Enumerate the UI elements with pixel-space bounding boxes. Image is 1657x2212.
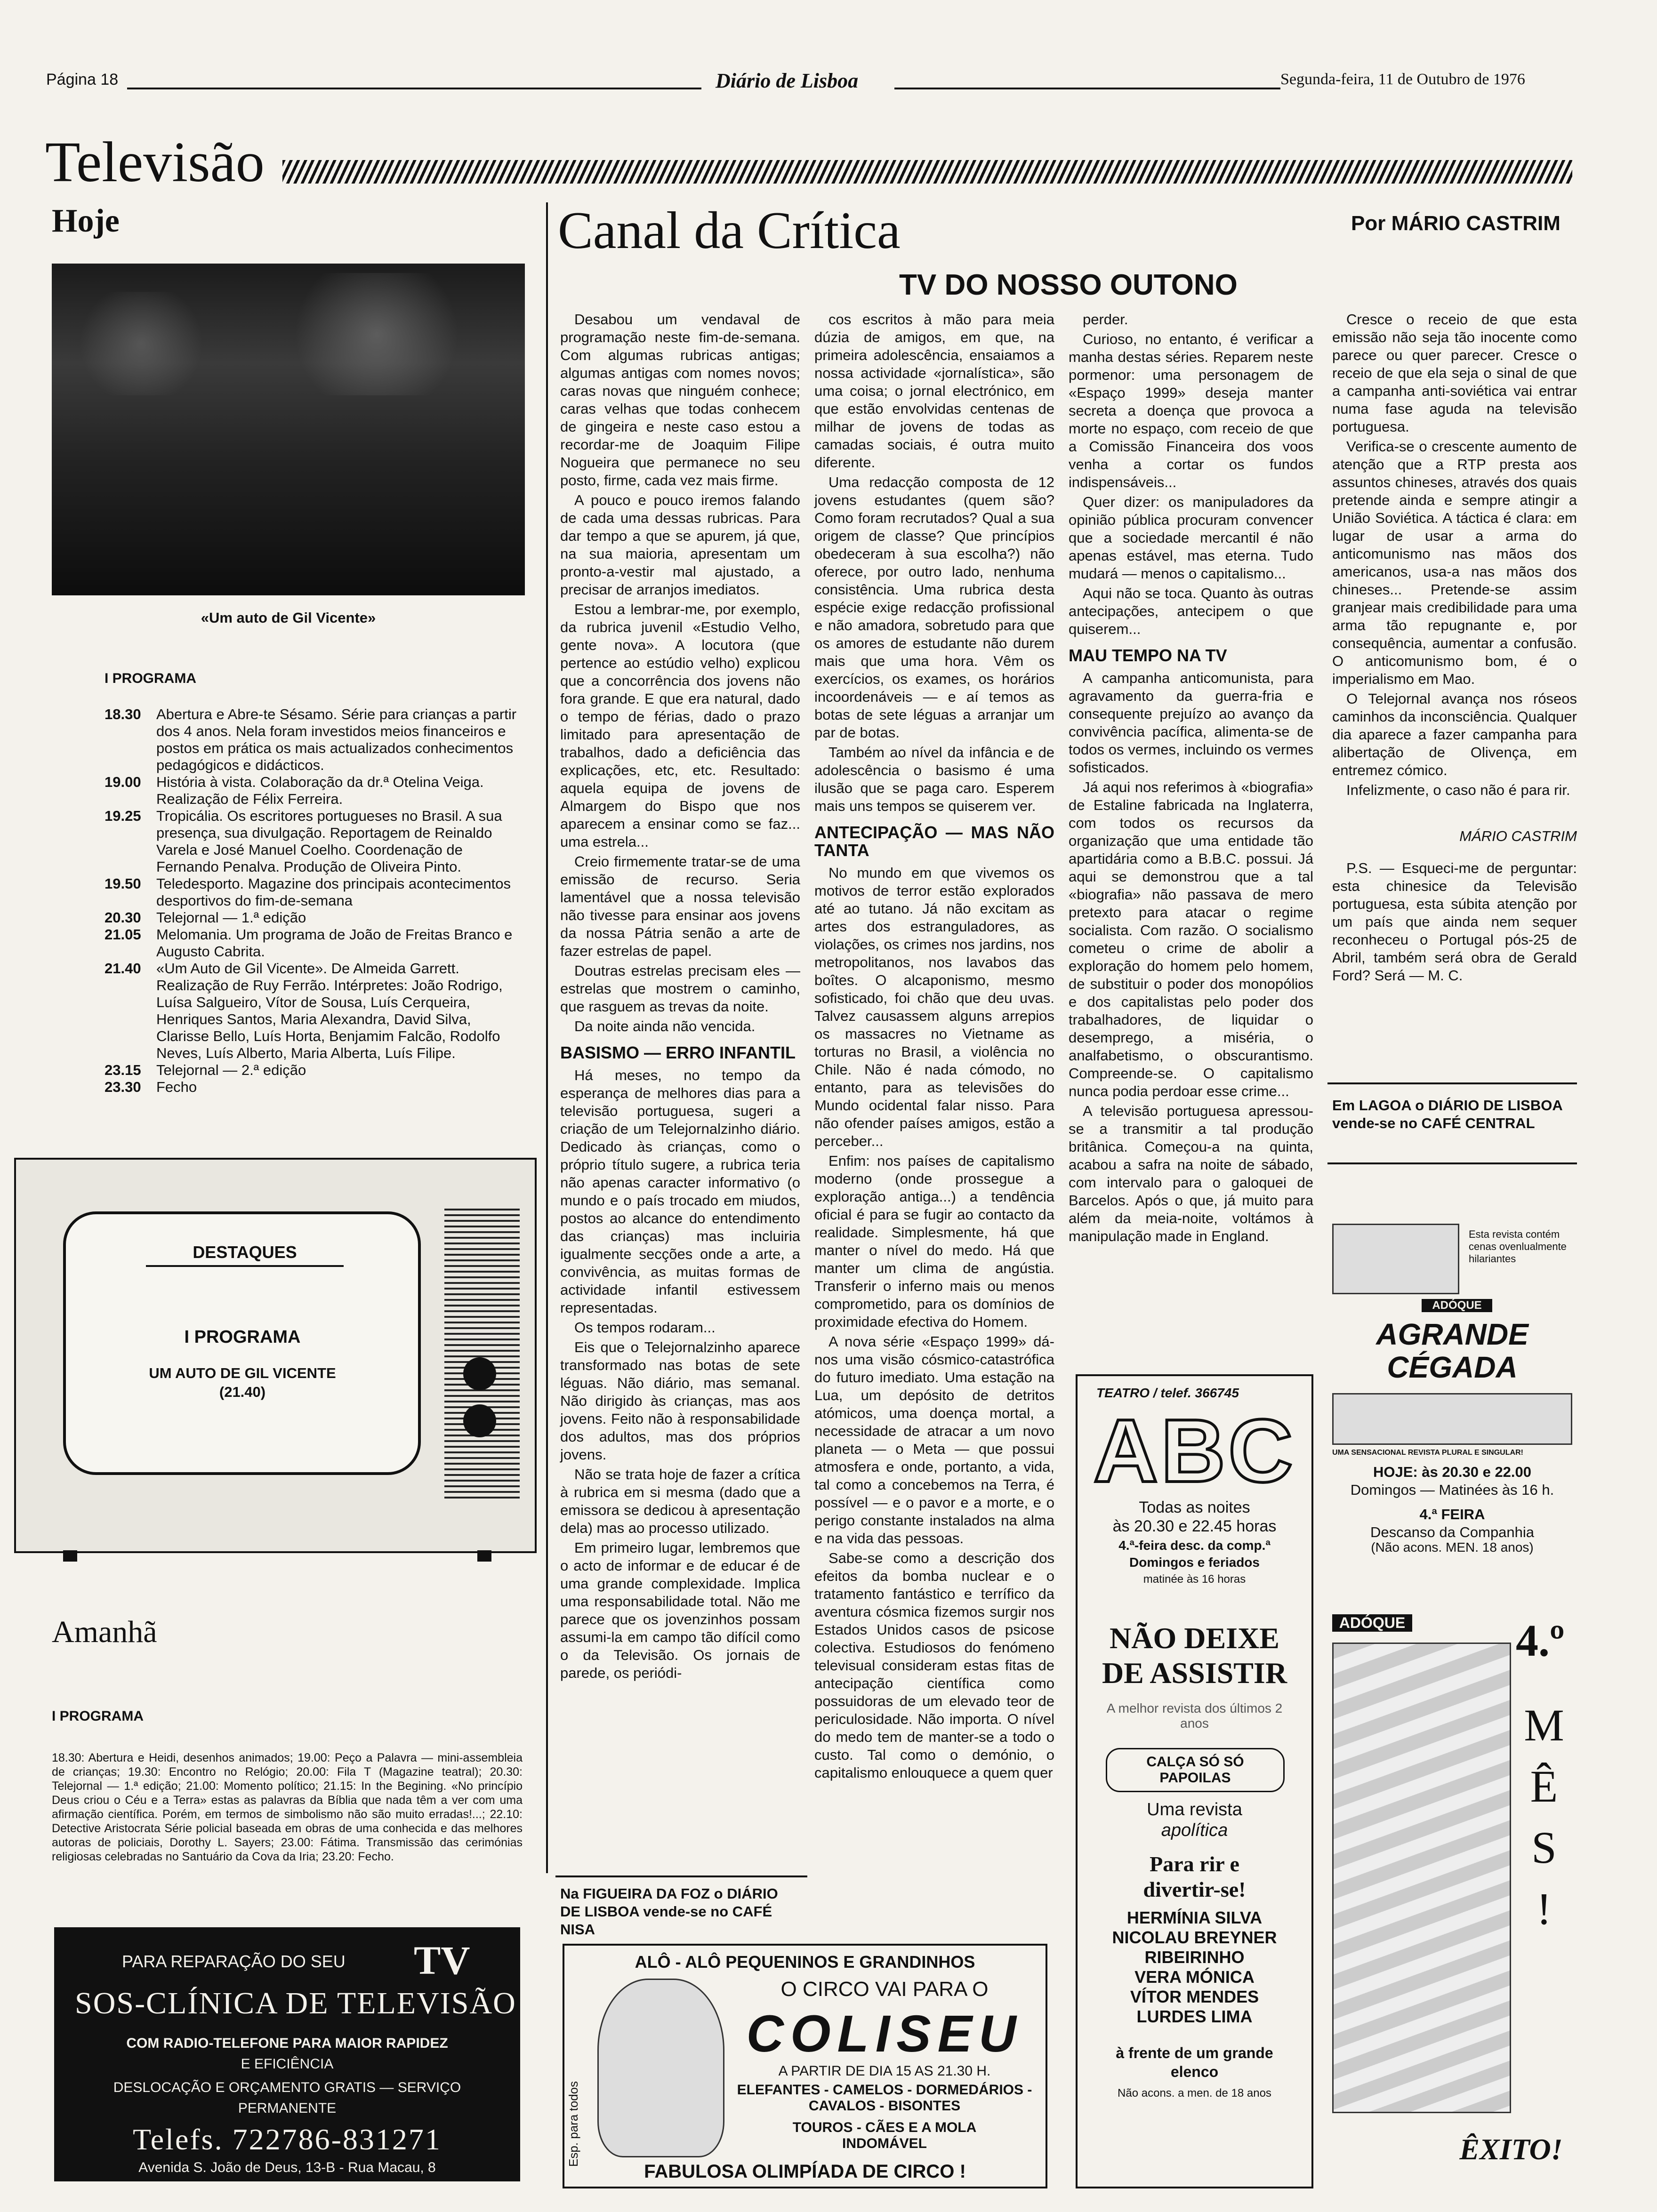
schedule-time: 19.25: [105, 808, 141, 824]
abc-line2: às 20.30 e 22.45 horas: [1112, 1517, 1277, 1535]
cegada-line2: Domingos — Matinées às 16 h.: [1350, 1482, 1554, 1498]
paragraph: No mundo em que vivemos os motivos de terror estão explorados até ao tutano. Já não excitam as artes dos estranguladores, as violações, os crimes nos jardins, nos metropolitanos, nos lavabos das boîtes. O alcaponismo, mesmo sofisticado, foi chão que deu uvas. Talvez causassem alguns arrepios os massacres no Vietname as torturas no Brasil, a violência no Chile. Não é nada cómodo, no entanto, para as televisões do Mundo ocidental falar nisso. Para não ofender países amigos, estão a perceber...: [814, 865, 1054, 1149]
abc-line11: à frente de um grande: [1116, 2044, 1273, 2061]
tv-set-illustration: [14, 1158, 537, 1553]
abc-slogan2: DE ASSISTIR: [1102, 1656, 1287, 1690]
paragraph: Doutras estrelas precisam eles — estrelas que mostrem o caminho, que rasguem as trevas da noite.: [560, 962, 800, 1015]
circus-line2: O CIRCO VAI PARA O: [780, 1978, 989, 2001]
paragraph: A nova série «Espaço 1999» dá-nos uma visão cósmico-catastrófica do futuro imediato. Uma estação na Lua, um depósito de detritos atómicos, uma doença mortal, a necessidade de atracar a um novo planeta — o Meta — que possui atmosfera e onde, portanto, a vida, tal como a concebemos na Terra, é possível — e o pavor e a morte, e o perigo constante instalados na alma e na vida das pessoas.: [814, 1333, 1054, 1547]
newspaper-name: Diário de Lisboa: [716, 69, 859, 92]
column-divider: [546, 202, 548, 1873]
paragraph: Infelizmente, o caso não é para rir.: [1346, 782, 1570, 798]
schedule-text: Telejornal — 1.ª edição: [156, 909, 306, 926]
paragraph: Curioso, no entanto, é verificar a manha destas séries. Reparem neste pormenor: uma personagem de «Espaço 1999» deseja manter secreta a doença que provoca a morte no espaço, com receio de que a Comissão Financeira dos voos venha a cortar os fundos indispensáveis...: [1069, 331, 1313, 490]
sos-line2: COM RADIO-TELEFONE PARA MAIOR RAPIDEZ: [126, 2036, 448, 2051]
tomorrow-heading: Amanhã: [52, 1615, 157, 1649]
abc-slogan1: NÃO DEIXE: [1110, 1621, 1279, 1655]
cartoon-illustration: [1332, 1224, 1459, 1294]
section-title: Televisão: [45, 130, 265, 194]
schedule-text: Tropicália. Os escritores portugueses no Brasil. A sua presença, sua divulgação. Reportagem de Reinaldo Varela e José Manuel Coelho. Coordenação de Fernando Penalva. Produção de Oliveira Pinto.: [156, 808, 502, 875]
paragraph: Em primeiro lugar, lembremos que o acto de informar e de educar é de uma grande complexidade. Implica uma responsabilidade total. Não me parece que os jovenzinhos possam assumi-la em campo tão difícil como o da Televisão. Os jornais de parede, os periódi-: [560, 1539, 800, 1681]
schedule-time: 23.15: [105, 1062, 141, 1078]
paragraph: Os tempos rodaram...: [574, 1319, 716, 1336]
tv-control-panel: [444, 1207, 520, 1499]
photo-caption: «Um auto de Gil Vicente»: [201, 609, 376, 626]
abc-name: ABC: [1093, 1401, 1296, 1501]
abc-line1: Todas as noites: [1139, 1499, 1250, 1516]
tv-leg: [477, 1550, 491, 1562]
subheading: MAU TEMPO NA TV: [1069, 646, 1227, 665]
circus-line7: FABULOSA OLIMPÍADA DE CIRCO !: [644, 2161, 966, 2182]
sos-line3: E EFICIÊNCIA: [241, 2056, 334, 2072]
paragraph: Aqui não se toca. Quanto às outras antecipações, antecipem o que quiserem...: [1069, 585, 1313, 637]
cast-member: RIBEIRINHO: [1144, 1948, 1245, 1967]
cegada-brand: ADÓQUE: [1422, 1299, 1492, 1312]
tv-box-title: DESTAQUES: [146, 1242, 344, 1267]
circus-line6: INDOMÁVEL: [842, 2136, 927, 2151]
paragraph: Quer dizer: os manipuladores da opinião pública procuram convencer que a sociedade mercantil é não apenas estável, mas eterna. Tudo mudará — menos o capitalismo...: [1069, 494, 1313, 582]
paragraph: Enfim: nos países de capitalismo moderno (onde prossegue a exploração antiga...) a tendência oficial é para se fugir ao contacto da realidade. Simplesmente, há que manter o nível do medo. Há que manter um clima de angústia. Transferir o inferno mais ou menos comprometido, para os domínios de proximidade efectiva do Homem.: [814, 1153, 1054, 1330]
headline: TV DO NOSSO OUTONO: [899, 269, 1238, 301]
schedule-text: Teledesporto. Magazine dos principais acontecimentos desportivos do fim-de-semana: [156, 875, 511, 909]
abc-show-logo: CALÇA SÓ SÓ PAPOILAS: [1106, 1748, 1285, 1792]
abc-line12: elenco: [1170, 2063, 1219, 2080]
circus-line5: TOUROS - CÃES E A MOLA: [792, 2120, 977, 2135]
paragraph: Estou a lembrar-me, por exemplo, da rubrica juvenil «Estudio Velho, gente nova». A locutora (que pertence ao estúdio velho) explicou que a concorrência dos jovens não fora grande. E que era natural, dado o tempo de férias, dado o prazo limitado para apresentação de trabalhos, dado a deficiência das explicações, etc, etc. Resultado: aquela equipa de jovens de Almargem do Bispo que nos aparecem a ensinar como se faz... uma estrela...: [560, 601, 800, 850]
cast-member: LURDES LIMA: [1136, 2007, 1253, 2026]
adoque-letter: M: [1524, 1700, 1564, 1750]
abc-line13: Não acons. a men. de 18 anos: [1118, 2087, 1271, 2100]
schedule-text: «Um Auto de Gil Vicente». De Almeida Garrett. Realização de Ruy Ferrão. Intérpretes: João Rodrigo, Luísa Salgueiro, Vítor de Sousa, Luís Cerqueira, Henriques Santos, Maria Alexandra, David Silva, Clarisse Bello, Luís Horta, Benjamim Falcão, Rodolfo Neves, Luís Alberto, Maria Alberta, Luís Filipe.: [156, 960, 503, 1061]
circus-line1: ALÔ - ALÔ PEQUENINOS E GRANDINHOS: [635, 1952, 975, 1972]
issue-date: Segunda-feira, 11 de Outubro de 1976: [1280, 71, 1525, 88]
tv-knob: [463, 1357, 496, 1390]
abc-line6: A melhor revista dos últimos 2 anos: [1106, 1701, 1283, 1731]
masthead-rule-left: [127, 88, 701, 89]
program-label-tomorrow: I PROGRAMA: [52, 1708, 144, 1724]
cegada-line5: (Não acons. MEN. 18 anos): [1371, 1540, 1534, 1555]
abc-line5: matinée às 16 horas: [1143, 1573, 1246, 1586]
cast-member: NICOLAU BREYNER: [1112, 1928, 1277, 1947]
schedule-text: História à vista. Colaboração da dr.ª Otelina Veiga. Realização de Félix Ferreira.: [156, 774, 484, 807]
cast-member: VÍTOR MENDES: [1130, 1987, 1259, 2006]
paragraph: Eis que o Telejornalzinho aparece transformado nas botas de sete léguas. Não diário, mas semanal. Não dirigido às crianças, mas aos jovens. Feito não à responsabilidade dos adultos, mas dos próprios jovens.: [560, 1339, 800, 1463]
abc-line8: apolítica: [1161, 1820, 1228, 1840]
cast-member: HERMÍNIA SILVA: [1126, 1908, 1263, 1927]
paragraph: perder.: [1083, 311, 1128, 328]
adoque-letter: S: [1531, 1822, 1557, 1873]
cartoon-crowd: [1332, 1393, 1572, 1445]
schedule-time: 21.40: [105, 960, 141, 977]
paragraph: Verifica-se o crescente aumento de atenção que a RTP presta aos assuntos chineses, através dos quais pretende ainda e sempre atingir a União Soviética. A táctica é clara: em lugar de usar a arma do anticomunismo nas mãos dos americanos, usa-a nas mãos dos chineses... Pretende-se assim granjear mais credibilidade para uma arma tão repugnante e, por consequência, aumentar a confusão. O anticomunismo bom, é o imperialismo em Mao.: [1332, 438, 1577, 687]
paragraph: cos escritos à mão para meia dúzia de amigos, em que, na primeira adolescência, ensaiamos a nossa actividade «jornalística», são uma coisa; o jornal electrónico, em que estão envolvidas centenas de milhar de jovens de todas as camadas sociais, é outra muito diferente.: [814, 311, 1054, 471]
tv-screen: [63, 1211, 421, 1475]
schedule-text: Abertura e Abre-te Sésamo. Série para crianças a partir dos 4 anos. Nela foram investidos meios financeiros e postos em prática os mais actualizados conhecimentos pedagógicos e didácticos.: [156, 706, 517, 773]
subheading: BASISMO — ERRO INFANTIL: [560, 1043, 796, 1062]
notice-lagoa: Em LAGOA o DIÁRIO DE LISBOA vende-se no CAFÉ CENTRAL: [1332, 1097, 1562, 1131]
circus-line4: ELEFANTES - CAMELOS - DORMEDÁRIOS - CAVALOS - BISONTES: [737, 2082, 1032, 2114]
schedule-time: 21.05: [105, 926, 141, 943]
schedule-text: Telejornal — 2.ª edição: [156, 1062, 306, 1078]
circus-ad: [563, 1944, 1047, 2188]
schedule-item: [105, 1079, 519, 1096]
article-column-3: [1069, 311, 1313, 1247]
schedule-text: Fecho: [156, 1079, 197, 1095]
circus-venue: COLISEU: [746, 2005, 1023, 2063]
paragraph: A pouco e pouco iremos falando de cada uma dessas rubricas. Para dar tempo a que se apurem, já que, na sua maioria, apresentam um pronto-a-vestir mal ajustado, a precisar de arranjos imediatos.: [560, 492, 800, 598]
abc-line4: Domingos e feriados: [1129, 1555, 1260, 1570]
paragraph: Também ao nível da infância e de adolescência o basismo é uma ilusão que se paga caro. Esperem mais uns tempos se quiserem ver.: [814, 744, 1054, 814]
abc-line10: divertir-se!: [1143, 1877, 1246, 1901]
abc-line7: Uma revista: [1147, 1800, 1242, 1819]
tv-box-program: I PROGRAMA: [184, 1327, 301, 1347]
today-heading: Hoje: [52, 203, 120, 239]
masthead-rule-right: [894, 88, 1280, 89]
cegada-line4: Descanso da Companhia: [1370, 1524, 1535, 1540]
sos-phone: Telefs. 722786-831271: [133, 2123, 442, 2156]
byline: Por MÁRIO CASTRIM: [1351, 212, 1560, 235]
paragraph: Há meses, no tempo da esperança de melhores dias para a televisão portuguesa, sugeri a criação de um Telejornalzinho diário. Dedicado às crianças, como o próprio título sugere, a rubrica teria não apenas caracter informativo (o mundo e o país trocado em miudos, postos ao alcance do entendimento das crianças) mas incluiria igualmente secções onde a arte, a convivência, as muitas formas de actividade infantil estivessem representadas.: [560, 1067, 800, 1316]
schedule-time: 19.50: [105, 875, 141, 892]
tv-box-highlight: UM AUTO DE GIL VICENTE: [149, 1365, 336, 1381]
postscript: P.S. — Esqueci-me de perguntar: esta chinesice da Televisão portuguesa, esta súbita atenção por um país que ainda nem sequer reconheceu o Portugal pós-25 de Abril, também será obra de Gerald Ford? Será — M. C.: [1332, 860, 1577, 984]
signature: MÁRIO CASTRIM: [1459, 828, 1577, 844]
photo-gil-vicente: [52, 264, 525, 595]
caricature-illustration: [1332, 1643, 1511, 2113]
cegada-line3: 4.ª FEIRA: [1419, 1506, 1485, 1523]
paragraph: Da noite ainda não vencida.: [574, 1018, 756, 1034]
cegada-title: AGRANDE CÉGADA: [1376, 1317, 1528, 1384]
schedule-time: 19.00: [105, 774, 141, 790]
adoque-success: ÊXITO!: [1459, 2132, 1563, 2166]
article-column-1: [560, 311, 800, 1684]
sos-tv: TV: [414, 1938, 470, 1983]
program-label-today: I PROGRAMA: [105, 671, 196, 686]
schedule-item: [105, 706, 519, 774]
abc-cast: [1078, 1908, 1311, 2027]
schedule-today: [105, 706, 519, 1096]
schedule-item: [105, 909, 519, 926]
tv-knob: [463, 1404, 496, 1437]
schedule-item: [105, 960, 519, 1062]
column-title: Canal da Crítica: [558, 201, 901, 260]
sos-name: SOS-CLÍNICA DE TELEVISÃO: [75, 1986, 516, 2020]
paragraph: A campanha anticomunista, para agravamento da guerra-fria e consequente prejuízo ao avanço da convivência pacífica, alimenta-se de todos os vermes, incluindo os vermes sofisticados.: [1069, 670, 1313, 776]
paragraph: Creio firmemente tratar-se de uma emissão de recurso. Seria lamentável que a nossa televisão não tivesse para ensinar aos jovens da nossa Pátria senão a arte de fazer estrelas de papel.: [560, 853, 800, 959]
paragraph: Sabe-se como a descrição dos efeitos da bomba nuclear e o tratamento fantástico e terrífico da aventura cósmica fizemos surgir nos Estados Unidos casos de psicose colectiva. Estudiosos do fenómeno televisual consideram estas fitas de antecipação científica como possuidoras de um elevado teor de periculosidade. Não importa. O nível do medo tem de manter-se a todo o custo. Tal como o demónio, o capitalismo enlouquece a quem quer: [814, 1550, 1054, 1781]
sos-line4: DESLOCAÇÃO E ORÇAMENTO GRATIS — SERVIÇO: [113, 2080, 461, 2095]
abc-line9: Para rir e: [1150, 1852, 1239, 1876]
tv-box-time: (21.40): [219, 1384, 266, 1400]
schedule-text: Melomania. Um programa de João de Freitas Branco e Augusto Cabrita.: [156, 926, 513, 960]
schedule-item: [105, 1062, 519, 1079]
notice-rule: [1327, 1082, 1577, 1084]
paragraph: O Telejornal avança nos róseos caminhos da inconsciência. Qualquer dia aparece a fazer campanha para alibertação de Olivença, em entremez cómico.: [1332, 690, 1577, 778]
abc-header: TEATRO / telef. 366745: [1096, 1386, 1239, 1400]
section-title-hatch: [282, 160, 1572, 184]
circus-side: Esp. para todos: [566, 2081, 580, 2167]
cegada-tagline: UMA SENSACIONAL REVISTA PLURAL E SINGULAR!: [1332, 1449, 1523, 1457]
paragraph: Desabou um vendaval de programação neste fim-de-semana. Com algumas rubricas antigas; algumas antigas com nomes novos; caras novas que ninguém conhece; caras velhas que todas conhecem de gingeira e neste caso estou a recordar-me de Joaquim Filipe Nogueira que permanece no seu posto, firme, cada vez mais firme.: [560, 311, 800, 489]
page-number: Página 18: [46, 71, 119, 88]
adoque-letter: !: [1536, 1883, 1552, 1934]
cegada-line1: HOJE: às 20.30 e 22.00: [1373, 1464, 1532, 1480]
cegada-ad: [1332, 1224, 1572, 1553]
subheading: ANTECIPAÇÃO — MAS NÃO TANTA: [814, 823, 1054, 860]
schedule-item: [105, 774, 519, 808]
paragraph: Cresce o receio de que esta emissão não seja tão inocente como parece ou quer parecer. Cresce o receio de que ela seja o sinal de que a campanha anti-soviética vai entrar numa fase aguda na televisão portuguesa.: [1332, 311, 1577, 435]
schedule-tomorrow: 18.30: Abertura e Heidi, desenhos animados; 19.00: Peço a Palavra — mini-assembleia de crianças; 19.30: Encontro no Relógio; 20.00: Fila T (Magazine teatral); 20.30: Telejornal — 1.ª edição; 21.00: Momento político; 21.15: In the Begining. «No princípio Deus criou o Céu e a Terra» estas as palavras da Bíblia que nada têm a ver com uma afirmação científica. Porém, em termos de simbolismo não são muito erradas!...; 22.10: Detective Aristocrata Série policial baseada em obras de uma conhecida e das melhores autoras de policiais, Dorothy L. Sayers; 23.00: Fátima. Transmissão das cerimónias religiosas celebradas no Santuário da Cova da Iria; 23.20: Fecho.: [52, 1751, 523, 1863]
paragraph: Já aqui nos referimos à «biografia» de Estaline fabricada na Inglaterra, com todos os recursos da organização que uma entidade tão apartidária como a B.B.C. possui. Já aqui se demonstrou que a tal «biografia» não passava de mero pretexto para atacar o regime socialista. Com razão. O socialismo cometeu o crime de abolir a exploração do homem pelo homem, de substituir o poder dos monopólios e dos capitalistas pelo poder dos trabalhadores, de liquidar o desemprego, a miséria, o analfabetismo, o obscurantismo. Compreende-se. O capitalismo nunca podia perdoar esse crime...: [1069, 779, 1313, 1099]
notice-figueira: Na FIGUEIRA DA FOZ o DIÁRIO DE LISBOA vende-se no CAFÉ NISA: [560, 1885, 778, 1938]
sos-line1: PARA REPARAÇÃO DO SEU: [122, 1952, 346, 1971]
abc-line3: 4.ª-feira desc. da comp.ª: [1118, 1538, 1271, 1553]
schedule-item: [105, 926, 519, 960]
adoque-brand: ADÓQUE: [1332, 1614, 1412, 1632]
schedule-time: 23.30: [105, 1079, 141, 1095]
schedule-time: 20.30: [105, 909, 141, 926]
adoque-letter: Ê: [1530, 1761, 1558, 1811]
schedule-item: [105, 808, 519, 875]
paragraph: Não se trata hoje de fazer a crítica à rubrica em si mesma (dado que a emissora se dedicou à apresentação dela) mas ao processo utilizado.: [560, 1466, 800, 1536]
article-column-4: [1332, 311, 1577, 986]
abc-theatre-ad: [1076, 1374, 1313, 2188]
paragraph: A televisão portuguesa apressou-se a transmitir a tal produção britânica. Começou-a na quinta, acabou a safra na noite de sábado, com intervalo para o galoquei de Barcelos. Após o que, já muito para além da meia-noite, voltámos à manipulação made in England.: [1069, 1103, 1313, 1244]
schedule-time: 18.30: [105, 706, 141, 722]
cast-member: VERA MÓNICA: [1134, 1967, 1255, 1987]
tv-leg: [63, 1550, 77, 1562]
clown-illustration: [597, 1979, 724, 2157]
adoque-ad: [1332, 1614, 1572, 2179]
circus-line3: A PARTIR DE DIA 15 AS 21.30 H.: [778, 2063, 991, 2079]
article-column-2: [814, 311, 1054, 1784]
paragraph: Uma redacção composta de 12 jovens estudantes (quem são? Como foram recrutados? Qual a sua origem de classe? Que princípios obedeceram à sua escolha?) não oferece, por outro lado, nenhuma consistência. Uma rubrica desta espécie exige redacção profissional e não amadora, sobretudo para que os amores de estudante não durem mais que uma hora. Vêm os exercícios, os exames, os horários incoordenáveis — e aí temos as botas de sete léguas a arranjar um par de botas.: [814, 474, 1054, 741]
cegada-blurb: Esta revista contém cenas ovenlualmente hilariantes: [1469, 1228, 1567, 1265]
sos-clinic-ad: [54, 1927, 520, 2181]
notice-rule: [555, 1875, 807, 1877]
schedule-item: [105, 875, 519, 909]
sos-address: Avenida S. João de Deus, 13-B - Rua Macau, 8: [138, 2160, 436, 2175]
adoque-number: 4.º: [1516, 1615, 1565, 1666]
notice-rule: [1327, 1162, 1577, 1164]
sos-line5: PERMANENTE: [238, 2100, 337, 2116]
